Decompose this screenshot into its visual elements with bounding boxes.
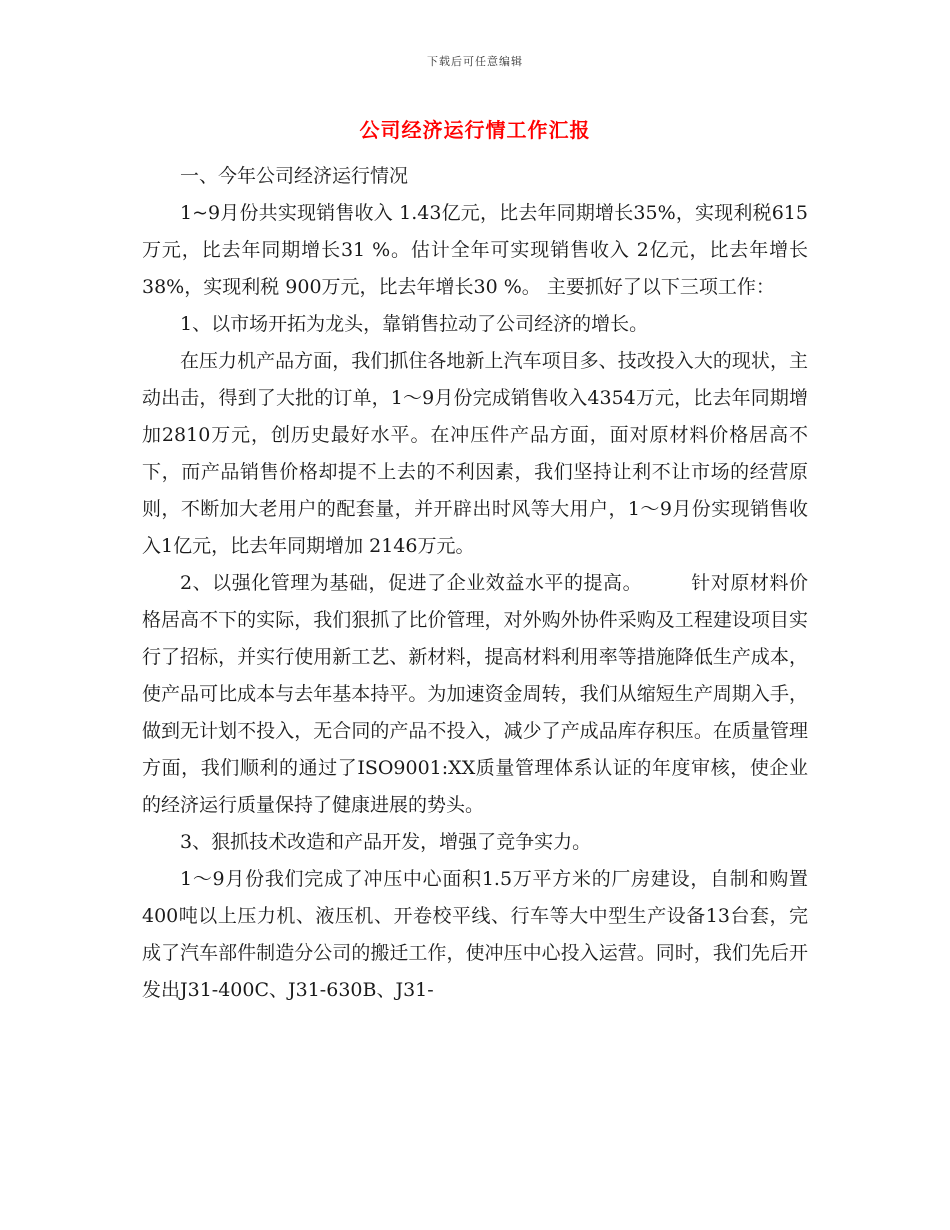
item-heading-1: 1、以市场开拓为龙头，靠销售拉动了公司经济的增长。 — [180, 313, 649, 335]
paragraph-technology: 1～9月份我们完成了冲压中心面积1.5万平方米的厂房建设，自制和购置400吨以上压力机、液压机、开卷校平线、行车等大中型生产设备13台套，完成了汽车部件制造分公司的搬迁工作，使冲压中心投入运营。同时，我们先后开发出J31-400C、J31-630B、J31- — [142, 868, 808, 1001]
section-heading-1: 一、今年公司经济运行情况 — [180, 165, 409, 187]
document-body — [142, 158, 808, 1009]
document-title: 公司经济运行情工作汇报 — [359, 118, 591, 142]
paragraph-summary: 1~9月份共实现销售收入 1.43亿元，比去年同期增长35%，实现利税615 万元，比去年同期增长31 %。估计全年可实现销售收入 2亿元，比去年增长 38%，实现利税 900万元，比去年增长30 %。 主要抓好了以下三项工作： — [142, 202, 808, 298]
item-heading-2: 2、以强化管理为基础，促进了企业效益水平的提高。 针对原材料价格居高不下的实际，我们狠抓了比价管理，对外购外协件采购及工程建设项目实行了招标，并实行使用新工艺、新材料，提高材料利用率等措施降低生产成本，使产品可比成本与去年基本持平。为加速资金周转，我们从缩短生产周期入手，做到无计划不投入，无合同的产品不投入，减少了产成品库存积压。在质量管理方面，我们顺利的通过了ISO9001:XX质量管理体系认证的年度审核，使企业的经济运行质量保持了健康进展的势头。 — [142, 572, 808, 816]
item-heading-3: 3、狠抓技术改造和产品开发，增强了竞争实力。 — [180, 831, 592, 853]
page-header-note: 下载后可任意编辑 — [427, 55, 523, 68]
paragraph-market: 在压力机产品方面，我们抓住各地新上汽车项目多、技改投入大的现状，主动出击，得到了大批的订单，1～9月份完成销售收入4354万元，比去年同期增加2810万元，创历史最好水平。在冲压件产品方面，面对原材料价格居高不下，而产品销售价格却提不上去的不利因素，我们坚持让利不让市场的经营原则，不断加大老用户的配套量，并开辟出时风等大用户，1～9月份实现销售收入1亿元，比去年同期增加 2146万元。 — [142, 350, 808, 557]
